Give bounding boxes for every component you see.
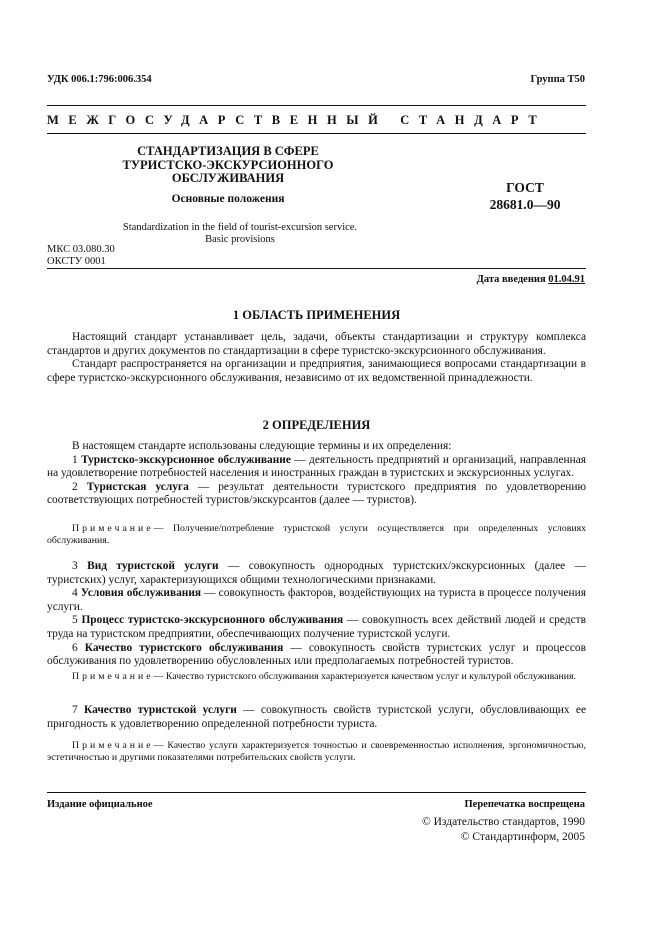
- title-line-3: ОБСЛУЖИВАНИЯ: [171, 171, 285, 185]
- section-1-paragraph-2: Стандарт распространяется на организации и предприятия, занимающиеся вопросами стандартизации в сфере туристско-экскурсионного обслуживания, независимо от их ведомственной принадлежности.: [47, 358, 586, 384]
- section-2-title: 2 ОПРЕДЕЛЕНИЯ: [262, 418, 371, 432]
- mks-code: МКС 03.080.30: [47, 244, 115, 255]
- term-7: Качество туристской услуги: [84, 704, 237, 716]
- banner-bottom-rule: [47, 133, 586, 134]
- note-1-label: Примечание: [72, 523, 154, 534]
- definitions-block-2: [47, 560, 586, 669]
- english-title: [60, 222, 420, 246]
- definition-4: 4 Условия обслуживания — совокупность факторов, воздействующих на туриста в процессе получения услуги.: [47, 587, 586, 613]
- okstu-code: ОКСТУ 0001: [47, 256, 106, 267]
- footer-rule: [47, 792, 586, 793]
- term-2: Туристская услуга: [86, 480, 189, 493]
- english-title-line-2: Basic provisions: [205, 234, 275, 245]
- official-edition: Издание официальное: [47, 799, 153, 810]
- term-1: Туристско-экскурсионное обслуживание: [81, 453, 291, 466]
- banner-title: МЕЖГОСУДАРСТВЕННЫЙ СТАНДАРТ: [47, 113, 547, 127]
- definition-2: 2 Туристская услуга — результат деятельности туристского предприятия по удовлетворению соответствующих потребностей туристов/экскурсантов (далее — туристов).: [47, 480, 586, 507]
- classification-codes: [47, 244, 115, 268]
- intro-date: [477, 274, 585, 285]
- udk-code: УДК 006.1:796:006.354: [47, 74, 152, 85]
- english-title-line-1: Standardization in the field of tourist-excursion service.: [122, 222, 358, 233]
- intro-date-label: Дата введения: [476, 274, 546, 285]
- standard-title: [108, 145, 348, 186]
- header-divider: [47, 268, 586, 269]
- title-line-1: СТАНДАРТИЗАЦИЯ В СФЕРЕ: [137, 144, 319, 158]
- note-1: Примечание— Получение/потребление туристской услуги осуществляется при определенных условиях обслуживания.: [47, 523, 586, 547]
- copyright-2: © Стандартинформ, 2005: [460, 831, 585, 843]
- section-1-body: [47, 331, 586, 385]
- note-2: Примечание— Качество туристского обслуживания характеризуется качеством услуг и культурой обслуживания.: [72, 671, 576, 682]
- term-5: Процесс туристско-экскурсионного обслуживания: [81, 614, 344, 627]
- definition-1: 1 Туристско-экскурсионное обслуживание — деятельность предприятий и организаций, направленная на удовлетворение потребностей населения и иностранных граждан в туристских и экскурсионных услугах.: [47, 453, 586, 480]
- standard-subtitle: Основные положения: [171, 193, 285, 205]
- section-1-title: 1 ОБЛАСТЬ ПРИМЕНЕНИЯ: [232, 308, 401, 322]
- definition-7: 7 Качество туристской услуги — совокупность свойств туристской услуги, обусловливающих ее пригодность к удовлетворению определенной потребности туриста.: [47, 704, 586, 730]
- copyright-1: © Издательство стандартов, 1990: [421, 816, 585, 828]
- gost-label: ГОСТ: [506, 180, 544, 195]
- definitions-intro: В настоящем стандарте использованы следующие термины и их определения:: [72, 440, 452, 452]
- group-code: Группа Т50: [530, 74, 585, 85]
- banner-top-rule: [47, 105, 586, 106]
- section-1-paragraph-1: Настоящий стандарт устанавливает цель, задачи, объекты стандартизации и структуру комплекса стандартов и других документов по стандартизации в сфере туристско-экскурсионного обслуживания.: [47, 331, 586, 357]
- title-line-2: ТУРИСТСКО-ЭКСКУРСИОННОГО: [122, 157, 334, 172]
- note-3: Примечание— Качество услуги характеризуется точностью и своевременностью исполнения, эргономичностью, эстетичностью и другими показателями потребительских свойств услуги.: [47, 740, 586, 764]
- copyright-block: [422, 815, 585, 845]
- definition-3: 3 Вид туристской услуги — совокупность однородных туристских/экскурсионных (далее — туристских) услуг, характеризующихся общими технологическими признаками.: [47, 560, 586, 586]
- reprint-prohibited: Перепечатка воспрещена: [464, 799, 585, 810]
- gost-number: 28681.0—90: [489, 197, 561, 212]
- definitions-block-1: [47, 440, 586, 508]
- term-3: Вид туристской услуги: [87, 560, 219, 572]
- definitions-block-3: [47, 704, 586, 731]
- gost-designation: [470, 179, 580, 213]
- intro-date-value: 01.04.91: [548, 274, 585, 285]
- term-6: Качество туристского обслуживания: [84, 641, 284, 654]
- definition-6: 6 Качество туристского обслуживания — совокупность свойств туристских услуг и процессов обслуживания по удовлетворению обусловленных или предполагаемых потребностей туристов.: [47, 641, 586, 668]
- note-2-label: Примечание: [72, 671, 154, 682]
- term-4: Условия обслуживания: [80, 587, 202, 600]
- note-3-label: Примечание: [72, 740, 154, 751]
- definition-5: 5 Процесс туристско-экскурсионного обслуживания — совокупность всех действий людей и средств труда на туристском предприятии, обеспечивающих получение туристской услуги.: [47, 614, 586, 640]
